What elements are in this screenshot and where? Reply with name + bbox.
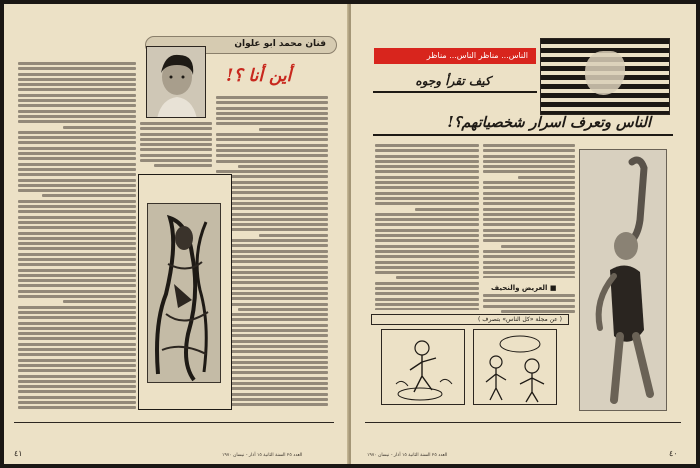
- footer-rule: [14, 422, 334, 423]
- cartoon-right: [473, 329, 557, 405]
- left-page-number: ٤١: [14, 449, 23, 458]
- left-issue-line: العدد ٢٥ السنة الثانية ١٥ أذار - نيسان ١٩٧٠: [222, 453, 303, 458]
- body-text-column-right: [483, 144, 575, 278]
- footer-rule: [365, 422, 681, 423]
- dancer-photo: [579, 149, 667, 411]
- cartoon-left: [381, 329, 465, 405]
- source-note-text: ( عن مجلة «كل الناس» بتصرف ): [478, 316, 562, 323]
- right-page-number: ٤٠: [669, 449, 678, 458]
- body-text-column-left: [18, 62, 136, 412]
- body-text-column-right: [216, 96, 328, 408]
- article-headline: الناس وتعرف اسرار شخصياتهم؟!: [447, 114, 651, 131]
- striped-photo: [540, 38, 670, 115]
- body-text-column-left: [375, 144, 479, 310]
- tagline-bar: [374, 48, 536, 64]
- article-title: أين أنا ؟!: [226, 66, 292, 86]
- magazine-spread: [4, 4, 696, 464]
- author-name: فنان محمد ابو علوان: [234, 39, 326, 49]
- right-page: [351, 4, 696, 464]
- right-issue-line: العدد ٢٥ السنة الثانية ١٥ أذار - نيسان ١٩٧٠: [367, 453, 448, 458]
- abstract-artwork-frame: [138, 174, 232, 410]
- kicker-rule: [373, 91, 537, 93]
- headline-rule: [373, 134, 673, 136]
- left-page: [4, 4, 349, 464]
- author-portrait: [146, 46, 206, 118]
- article-kicker: كيف تقرأ وجوه: [415, 74, 491, 88]
- source-note: [371, 314, 569, 325]
- body-text-column-middle: [140, 122, 212, 170]
- body-text-column-right-lower: [483, 294, 575, 314]
- tagline-text: الناس... مناظر الناس... مناظر: [426, 51, 528, 60]
- abstract-artwork-image: [147, 203, 221, 383]
- subsection-heading: ■ العريض والنحيف: [491, 284, 557, 292]
- subsection-heading-text: العريض والنحيف: [491, 284, 548, 292]
